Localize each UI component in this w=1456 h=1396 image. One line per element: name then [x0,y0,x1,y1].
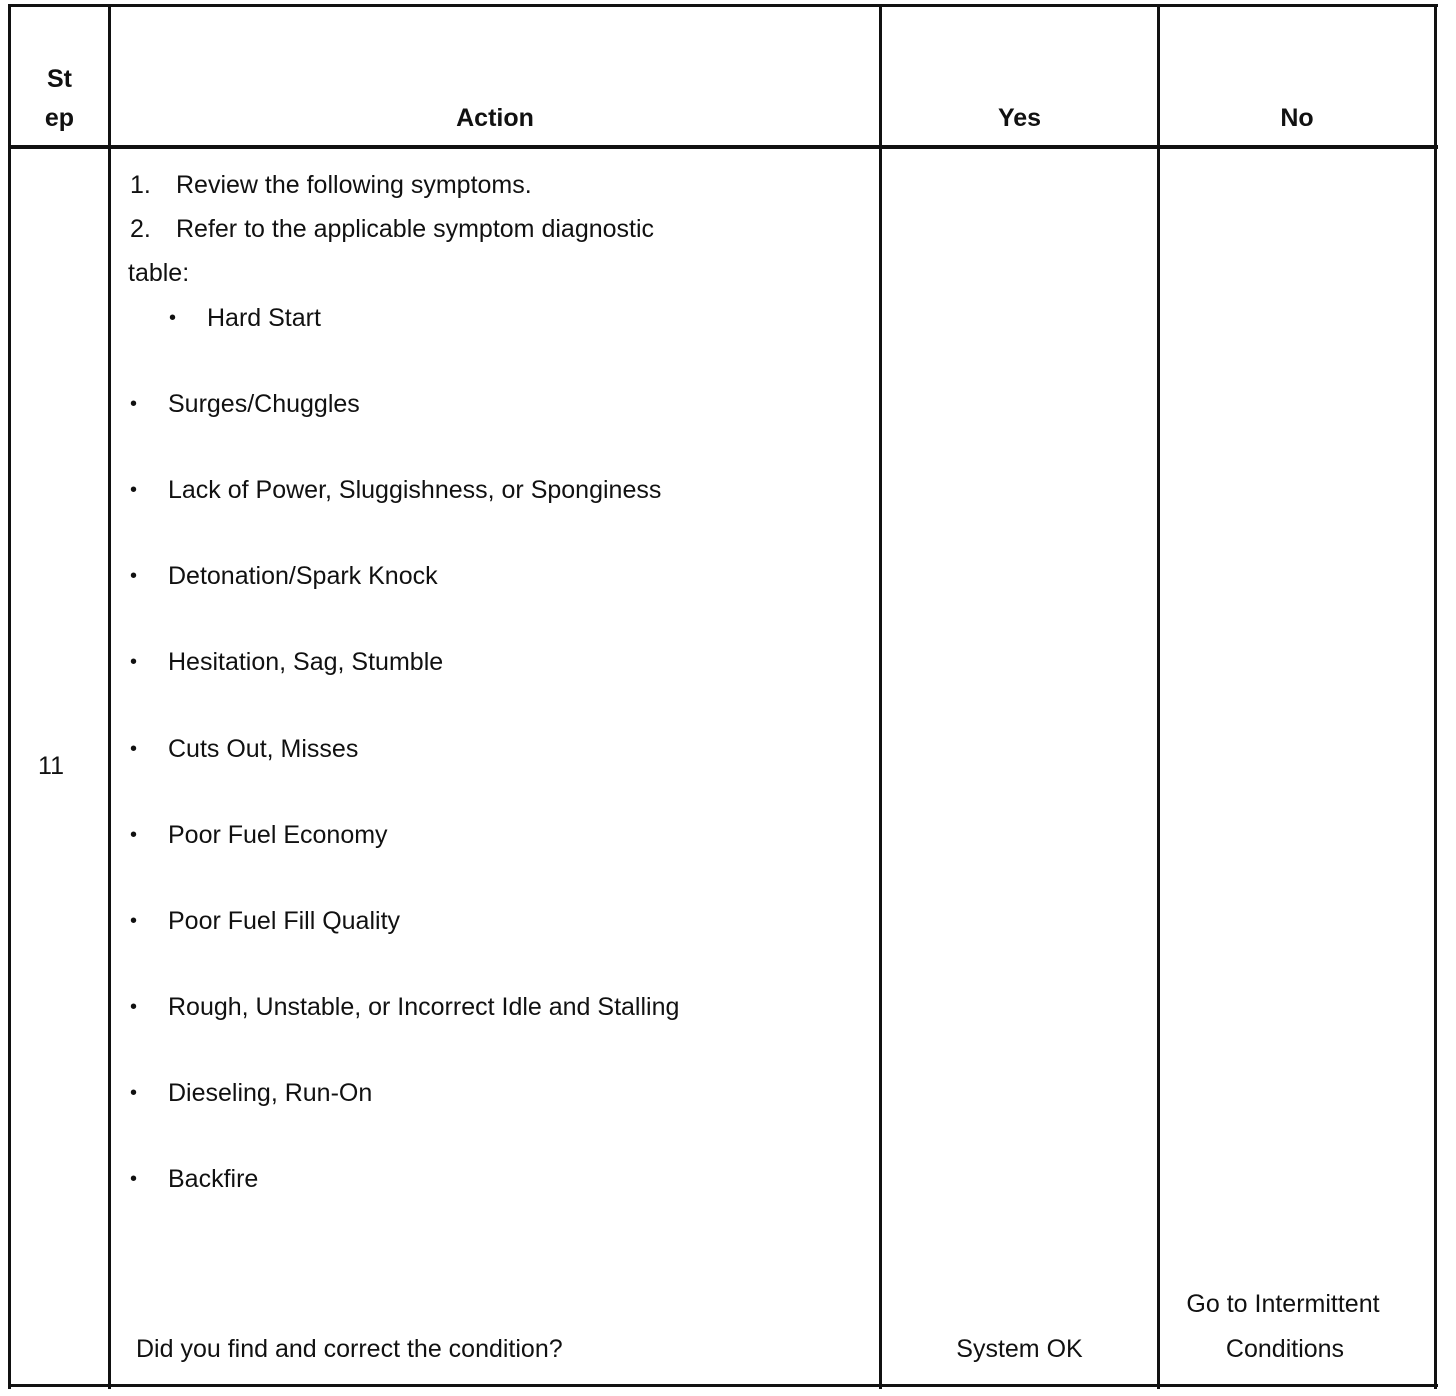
diagnostic-table [8,4,1438,1389]
bullet-item: Cuts Out, Misses [168,735,359,763]
bullet-item: Dieseling, Run-On [168,1079,373,1107]
bullet-item: Hard Start [207,304,321,332]
header-yes: Yes [997,104,1042,132]
bullet-item: Poor Fuel Economy [168,821,388,849]
bullet-item: Backfire [168,1165,259,1193]
bullet-item: Surges/Chuggles [168,390,360,418]
bullet-glyph: • [130,824,138,846]
numbered-item-2-text: Refer to the applicable symptom diagnostic [176,215,655,243]
bullet-glyph: • [130,479,138,501]
table-bottom-border [8,1384,1438,1387]
header-action: Action [456,104,534,132]
bullet-glyph: • [169,307,177,329]
bullet-item: Poor Fuel Fill Quality [168,907,401,935]
bullet-item: Rough, Unstable, or Incorrect Idle and Stalling [168,993,680,1021]
no-result-line2: Conditions [1225,1335,1345,1363]
header-step-line1: St [47,65,72,93]
bullet-glyph: • [130,1168,138,1190]
numbered-item-1-number: 1. [130,171,151,199]
question-text: Did you find and correct the condition? [136,1335,563,1363]
header-no: No [1280,104,1314,132]
bullet-glyph: • [130,996,138,1018]
col-divider-yes-no [1157,4,1160,1389]
bullet-glyph: • [130,393,138,415]
bullet-glyph: • [130,910,138,932]
numbered-item-1-text: Review the following symptoms. [176,171,532,199]
bullet-glyph: • [130,738,138,760]
bullet-item: Lack of Power, Sluggishness, or Sponginess [168,476,662,504]
bullet-glyph: • [130,651,138,673]
numbered-item-2-number: 2. [130,215,151,243]
bullet-glyph: • [130,1082,138,1104]
table-left-border [8,4,11,1389]
col-divider-action-yes [879,4,882,1389]
table-right-border [1434,4,1437,1389]
header-step-line2: ep [44,104,75,132]
step-number: 11 [38,752,64,780]
bullet-glyph: • [130,565,138,587]
table-top-border [8,4,1438,7]
numbered-item-2-continuation: table: [128,259,190,287]
yes-result: System OK [956,1335,1083,1363]
col-divider-step-action [108,4,111,1389]
header-bottom-border [8,145,1438,149]
no-result-line1: Go to Intermittent [1186,1290,1380,1318]
bullet-item: Hesitation, Sag, Stumble [168,648,444,676]
bullet-item: Detonation/Spark Knock [168,562,438,590]
